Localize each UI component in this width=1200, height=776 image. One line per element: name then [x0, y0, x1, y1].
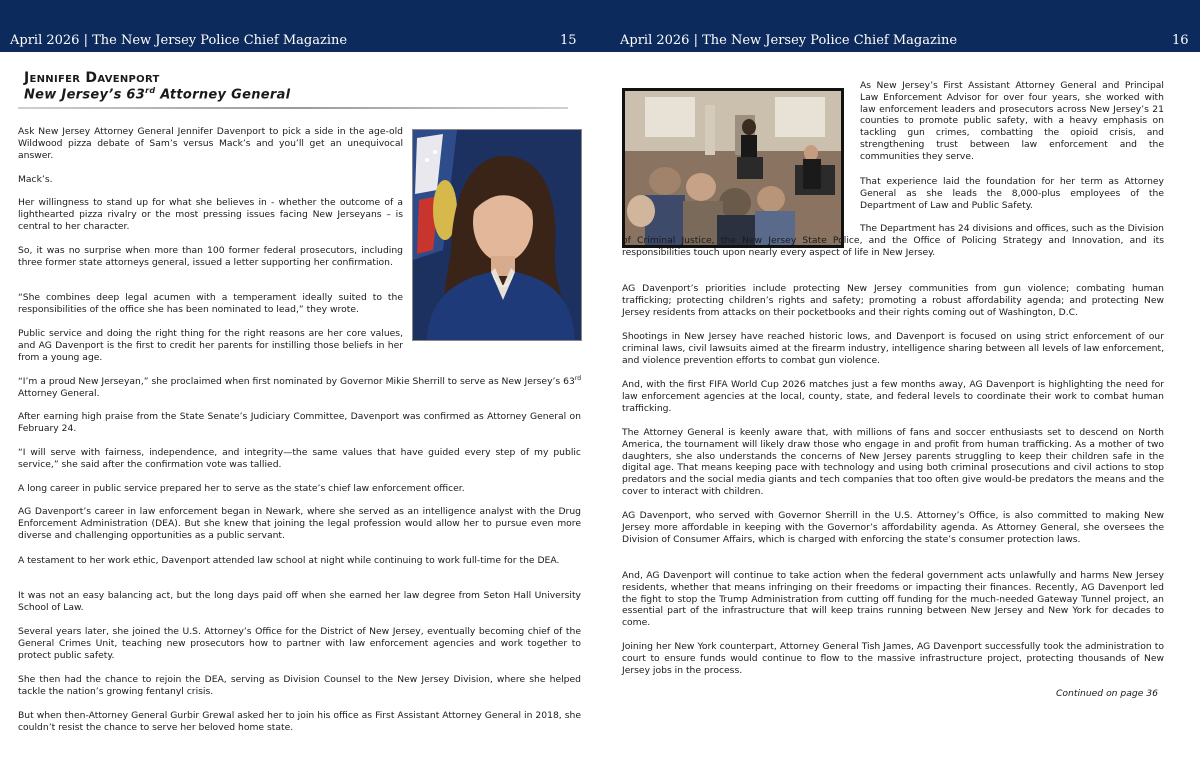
- paragraph: But when then-Attorney General Gurbir Grewal asked her to join his office as First Assistant Attorney General in 2018, she couldn’t resist the chance to serve her beloved home state.: [18, 710, 581, 733]
- page-number: 15: [560, 33, 577, 48]
- paragraph: A long career in public service prepared her to serve as the state’s chief law enforcement officer.: [18, 483, 465, 494]
- header-title: April 2026 | The New Jersey Police Chief Magazine: [10, 33, 348, 48]
- paragraph: AG Davenport, who served with Governor Sherrill in the U.S. Attorney’s Office, is also committed to making New Jersey more affordable in keeping with the Governor’s affordability agenda. As Attorney General, she oversees the Division of Consumer Affairs, which is charged with enforcing the state’s consumer protection laws.: [622, 510, 1164, 545]
- paragraph: Mack’s.: [18, 174, 53, 185]
- title-divider: [18, 107, 568, 109]
- paragraph: Public service and doing the right thing for the right reasons are her core values, and AG Davenport is the first to credit her parents for instilling those beliefs in her from a young age.: [18, 328, 403, 363]
- paragraph: As New Jersey’s First Assistant Attorney General and Principal Law Enforcement Advisor for over four years, she worked with law enforcement leaders and prosecutors across New Jersey’s 21 counties to promote public safety, with a heavy emphasis on tackling gun crimes, combatting the opioid crisis, and strengthening trust between law enforcement and the communities they serve.: [860, 80, 1164, 162]
- paragraph: That experience laid the foundation for her term as Attorney General as she leads the 8,000-plus employees of the Department of Law and Public Safety.: [860, 176, 1164, 211]
- paragraph: She then had the chance to rejoin the DEA, serving as Division Counsel to the New Jersey Division, where she helped tackle the nation’s growing fentanyl crisis.: [18, 674, 581, 697]
- article-name: Jennifer Davenport: [24, 70, 160, 86]
- paragraph: Joining her New York counterpart, Attorney General Tish James, AG Davenport successfully took the administration to court to ensure funds would continue to flow to the massive infrastructure project, protecting thousands of New Jersey jobs in the process.: [622, 641, 1164, 676]
- paragraph: A testament to her work ethic, Davenport attended law school at night while continuing to work full-time for the DEA.: [18, 555, 560, 566]
- article-subtitle: New Jersey’s 63rd Attorney General: [24, 86, 291, 103]
- paragraph: “I will serve with fairness, independence, and integrity—the same values that have guided every step of my public service,” she said after the confirmation vote was tallied.: [18, 447, 581, 470]
- portrait-photo: [412, 129, 582, 341]
- paragraph: “I’m a proud New Jerseyan,” she proclaimed when first nominated by Governor Mikie Sherrill to serve as New Jersey’s 63rd Attorney General.: [18, 374, 581, 399]
- paragraph: Shootings in New Jersey have reached historic lows, and Davenport is focused on using strict enforcement of our criminal laws, civil lawsuits aimed at the firearm industry, intelligence sharing between all levels of law enforcement, and violence prevention efforts to combat gun violence.: [622, 331, 1164, 366]
- paragraph: After earning high praise from the State Senate’s Judiciary Committee, Davenport was confirmed as Attorney General on February 24.: [18, 411, 581, 434]
- header-title: April 2026 | The New Jersey Police Chief Magazine: [620, 33, 958, 48]
- paragraph: It was not an easy balancing act, but the long days paid off when she earned her law degree from Seton Hall University School of Law.: [18, 590, 581, 613]
- page-number: 16: [1172, 33, 1189, 48]
- paragraph: The Attorney General is keenly aware that, with millions of fans and soccer enthusiasts set to descend on North America, the tournament will likely draw those who engage in and profit from human trafficking. As a mother of two daughters, she also understands the concerns of New Jersey parents struggling to keep their children safe in the digital age. That means keeping pace with technology and using both criminal prosecutions and civil actions to stop predators and the social media giants and tech companies that too often give would-be predators the means and the cover to interact with children.: [622, 427, 1164, 497]
- paragraph: So, it was no surprise when more than 100 former federal prosecutors, including three former state attorneys general, issued a letter supporting her confirmation.: [18, 245, 403, 268]
- paragraph: The Department has 24 divisions and offices, such as the Division of Criminal Justice, the New Jersey State Police, and the Office of Policing Strategy and Innovation, and its responsibilities touch upon nearly every aspect of life in New Jersey.: [622, 223, 1164, 258]
- paragraph: And, with the first FIFA World Cup 2026 matches just a few months away, AG Davenport is highlighting the need for law enforcement agencies at the local, county, state, and federal levels to coordinate their work to combat human trafficking.: [622, 379, 1164, 414]
- paragraph: And, AG Davenport will continue to take action when the federal government acts unlawfully and harms New Jersey residents, whether that means infringing on their freedoms or impacting their finances. Recently, AG Davenport led the fight to stop the Trump Administration from cutting off funding for the much-needed Gateway Tunnel project, an essential part of the infrastructure that will keep trains running between New Jersey and New York for decades to come.: [622, 570, 1164, 629]
- paragraph: AG Davenport’s priorities include protecting New Jersey communities from gun violence; combating human trafficking; protecting children’s rights and safety; promoting a robust affordability agenda; and protecting New Jersey residents from attacks on their pocketbooks and their rights coming out of Washington, D.C.: [622, 283, 1164, 318]
- paragraph: Ask New Jersey Attorney General Jennifer Davenport to pick a side in the age-old Wildwood pizza debate of Sam’s versus Mack’s and you’ll get an unequivocal answer.: [18, 126, 403, 161]
- continued-note: Continued on page 36: [1056, 688, 1158, 699]
- paragraph: AG Davenport’s career in law enforcement began in Newark, where she served as an intelligence analyst with the Drug Enforcement Administration (DEA). But she knew that joining the legal profession would allow her to pursue even more diverse and challenging opportunities as a public servant.: [18, 506, 581, 541]
- paragraph: Her willingness to stand up for what she believes in - whether the outcome of a lighthearted pizza rivalry or the most pressing issues facing New Jerseyans – is central to her character.: [18, 197, 403, 232]
- paragraph: Several years later, she joined the U.S. Attorney’s Office for the District of New Jersey, eventually becoming chief of the General Crimes Unit, teaching new prosecutors how to partner with law enforcement agencies and work together to protect public safety.: [18, 626, 581, 661]
- paragraph: “She combines deep legal acumen with a temperament ideally suited to the responsibilities of the office she has been nominated to lead,” they wrote.: [18, 292, 403, 315]
